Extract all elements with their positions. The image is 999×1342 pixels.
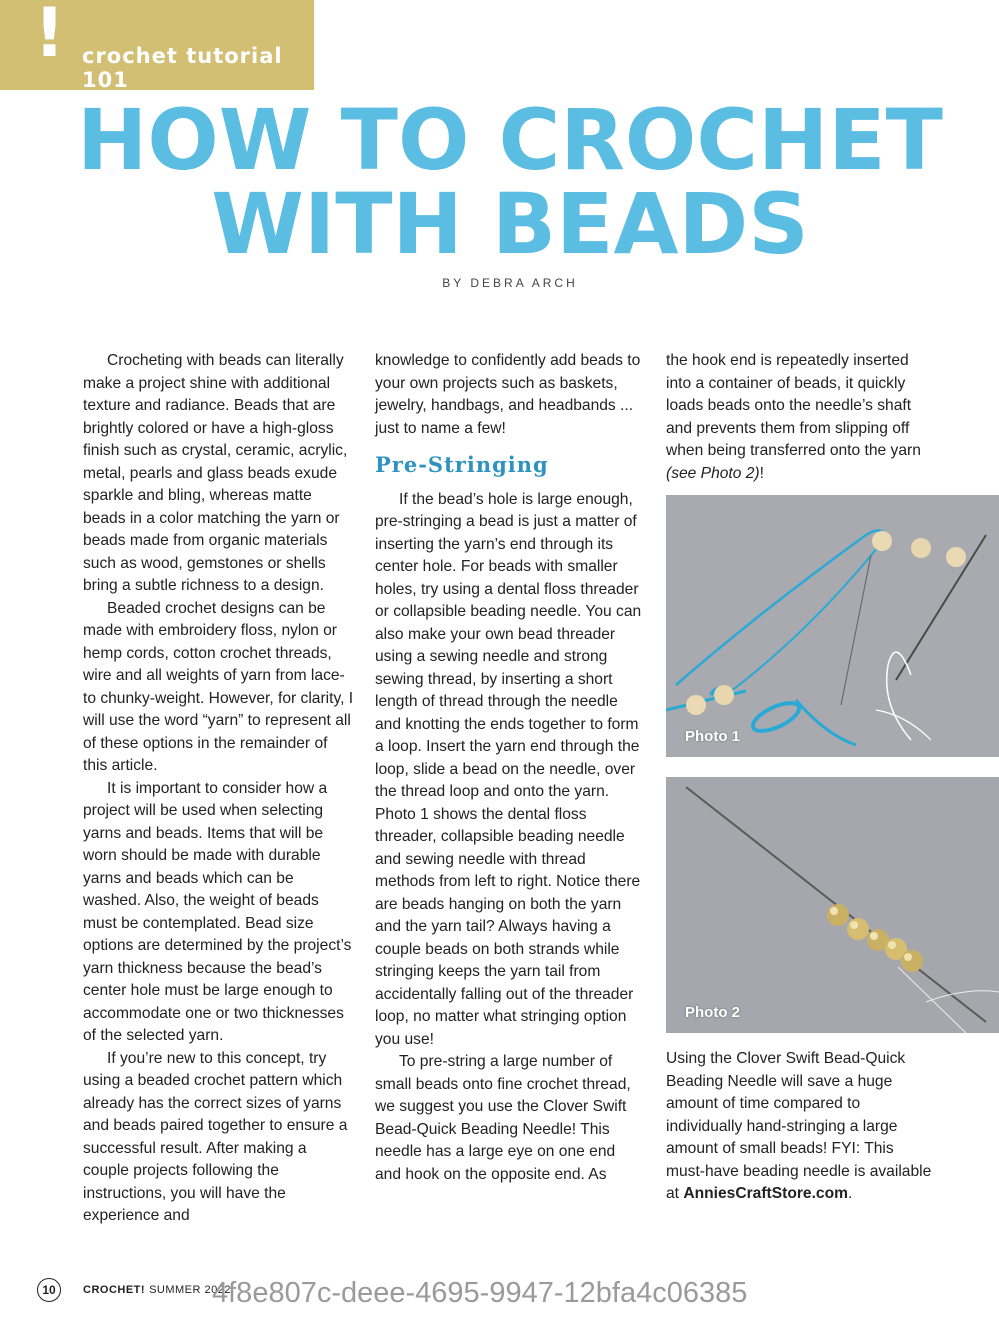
photo-2	[666, 777, 999, 1033]
store-link[interactable]: AnniesCraftStore.com	[683, 1185, 848, 1202]
paragraph: Crocheting with beads can literally make a project shine with additional texture and radiance. Beads that are brightly colored or have a high-gloss finish such as crystal, ceramic, acrylic, metal, pearls and glass beads exude sparkle and bling, whereas matte beads in a color matching the yarn or beads made from organic materials such as wood, gemstones or shells bring a subtle richness to a design.	[83, 352, 348, 594]
magazine-name: CROCHET!	[83, 1284, 146, 1296]
paragraph: If you’re new to this concept, try using a beaded crochet pattern which already has the correct sizes of yarns and beads paired together to ensure a successful result. After making a couple projects following the instructions, you will have the experience and	[83, 1049, 348, 1224]
column-2	[375, 350, 645, 1186]
title-line-2: WITH BEADS	[211, 175, 809, 273]
column-1	[83, 350, 355, 1228]
paragraph: It is important to consider how a project will be used when selecting yarns and beads. Items that will be worn should be made with durable yarns and beads which can be washed. Also, the weight of beads must be contemplated. Bead size options are determined by the project’s yarn thickness because the bead’s center hole must be large enough to accommodate one or two thicknesses of the selected yarn.	[83, 779, 352, 1044]
paragraph: Beaded crochet designs can be made with embroidery floss, nylon or hemp cords, cotton crochet threads, wire and all weights of yarn from lace- to chunky-weight. However, for clarity, I will use the word “yarn” to represent all of these options in the remainder of this article.	[83, 599, 354, 774]
section-label: crochet tutorial 101	[82, 44, 283, 92]
watermark-id: 4f8e807c-deee-4695-9947-12bfa4c06385	[212, 1277, 748, 1309]
photo-1-label: Photo 1	[685, 728, 740, 745]
needle-photo-illustration	[666, 777, 999, 1033]
threader-photo-illustration	[666, 495, 999, 757]
caption-body: Using the Clover Swift Bead-Quick Beading Needle will save a huge amount of time compared to individually hand-stringing a large amount of small beads! FYI: This must-have beading needle is available at	[666, 1050, 932, 1202]
exclamation-mark: !	[34, 0, 66, 73]
paragraph-text: the hook end is repeatedly inserted into a container of beads, it quickly loads beads onto the needle’s shaft and prevents them from slipping off when being transferred onto the yarn	[666, 352, 921, 459]
paragraph: If the bead’s hole is large enough, pre-stringing a bead is just a matter of inserting the yarn’s end through its center hole. For beads with smaller holes, try using a dental floss threader or collapsible beading needle. You can also make your own bead threader using a sewing needle and strong sewing thread, by inserting a short length of thread through the needle and knotting the ends together to form a loop. Insert the yarn end through the loop, slide a bead on the needle, over the thread loop and onto the yarn. Photo 1 shows the dental floss threader, collapsible beading needle and sewing needle with thread methods from left to right. Notice there are beads hanging on both the yarn and the yarn tail? Always having a couple beads on both strands while stringing keeps the yarn tail from accidentally falling out of the threader loop, no matter what stringing option you use!	[375, 490, 642, 1048]
paragraph-end: !	[759, 464, 764, 482]
byline: BY DEBRA ARCH	[442, 276, 578, 290]
photo-1	[666, 495, 999, 757]
issue-label: SUMMER 2022	[149, 1284, 231, 1296]
column-3	[666, 350, 936, 485]
paragraph: knowledge to confidently add beads to your own projects such as baskets, jewelry, handbags, and headbands ... just to name a few!	[375, 352, 641, 437]
section-heading: Pre-Stringing	[375, 452, 549, 477]
photo-reference: (see Photo 2)	[666, 464, 760, 482]
paragraph	[666, 350, 936, 485]
page-footer	[37, 1278, 231, 1302]
title-line-1: HOW TO CROCHET	[77, 91, 943, 189]
page-number: 10	[37, 1278, 61, 1302]
section-banner	[0, 0, 314, 90]
photo-caption	[666, 1048, 936, 1206]
caption-end: .	[848, 1185, 853, 1202]
photo-2-label: Photo 2	[685, 1004, 740, 1021]
caption-text	[666, 1048, 936, 1206]
article-title	[0, 91, 999, 273]
paragraph: To pre-string a large number of small beads onto fine crochet thread, we suggest you use the Clover Swift Bead-Quick Beading Needle! This needle has a large eye on one end and hook on the opposite end. As	[375, 1053, 631, 1183]
